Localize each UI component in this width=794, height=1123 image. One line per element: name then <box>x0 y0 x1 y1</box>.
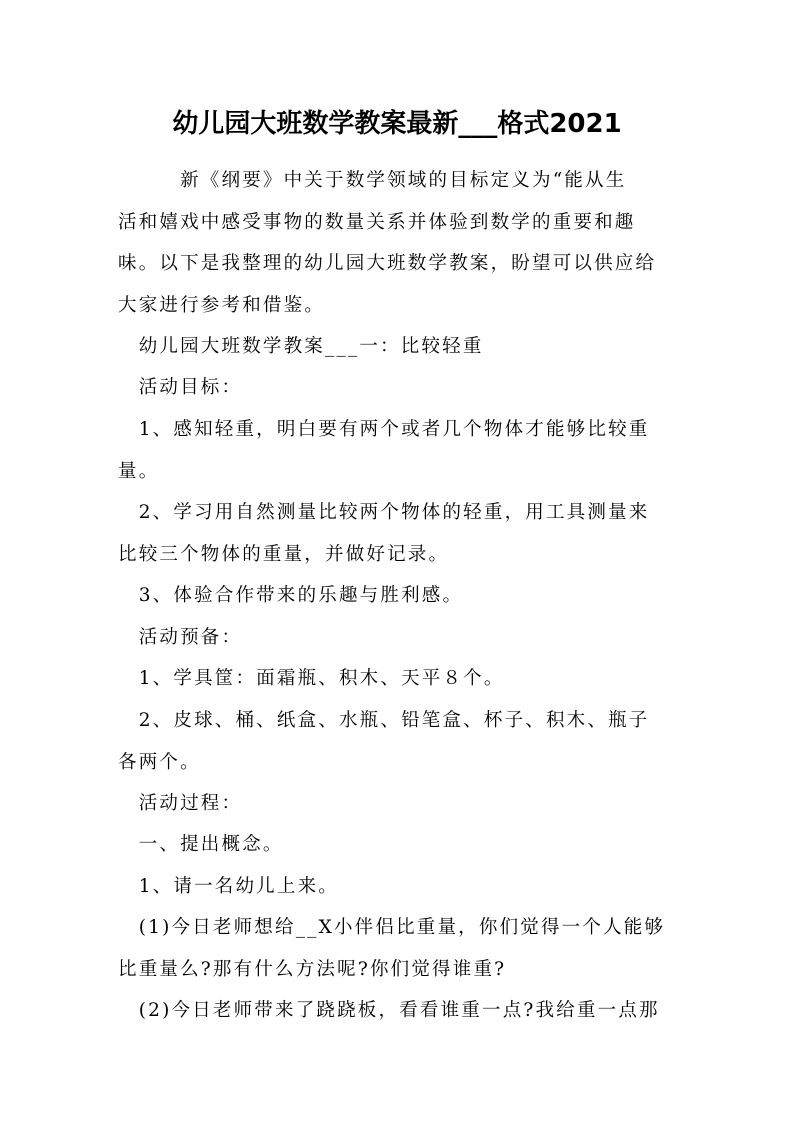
heading-activity-goals <box>118 367 678 409</box>
document-title: 幼儿园大班数学教案最新___格式2021 <box>172 109 622 139</box>
text-line: 味。以下是我整理的幼儿园大班数学教案，盼望可以供应给 <box>118 253 657 274</box>
process-step-1 <box>118 824 678 866</box>
goal-item-3 <box>118 575 678 617</box>
heading-activity-preparation <box>118 617 678 659</box>
text-line: 幼儿园大班数学教案___一：比较轻重 <box>118 336 484 357</box>
text-line: 活动目标： <box>118 377 243 398</box>
text-line: 大家进行参考和借鉴。 <box>118 294 326 316</box>
text-line: 一、提出概念。 <box>118 834 284 855</box>
text-line: 活和嬉戏中感受事物的数量关系并体验到数学的重要和趣 <box>118 211 636 233</box>
text-line: 比重量么?那有什么方法呢?你们觉得谁重? <box>118 958 507 980</box>
text-line: 2、皮球、桶、纸盒、水瓶、铅笔盒、杯子、积木、瓶子 <box>118 710 650 731</box>
process-detail-2 <box>118 990 678 1032</box>
text-line: 1、请一名幼儿上来。 <box>118 876 339 897</box>
goal-item-1 <box>118 409 678 492</box>
text-line: 活动过程： <box>118 793 243 814</box>
text-line: 3、体验合作带来的乐趣与胜利感。 <box>118 585 464 606</box>
text-line: (1)今日老师想给__X小伴侣比重量，你们觉得一个人能够 <box>118 917 666 938</box>
text-line: (2)今日老师带来了跷跷板，看看谁重一点?我给重一点那 <box>118 1000 660 1021</box>
text-line: 1、感知轻重，明白要有两个或者几个物体才能够比较重 <box>118 419 650 440</box>
heading-activity-process <box>118 783 678 825</box>
process-detail-1 <box>118 907 678 990</box>
text-line: 活动预备： <box>118 627 243 648</box>
text-line: 新《纲要》中关于数学领域的目标定义为“能从生 <box>118 170 627 191</box>
text-line: 各两个。 <box>118 751 201 773</box>
preparation-item-1 <box>118 658 678 700</box>
text-line: 比较三个物体的重量，并做好记录。 <box>118 543 450 565</box>
paragraph-intro <box>118 160 678 326</box>
text-line: 1、学具筐：面霜瓶、积木、天平８个。 <box>118 668 505 689</box>
preparation-item-2 <box>118 700 678 783</box>
process-substep-1 <box>118 866 678 908</box>
section-heading-lesson-one <box>118 326 678 368</box>
text-line: 量。 <box>118 460 160 482</box>
goal-item-2 <box>118 492 678 575</box>
text-line: 2、学习用自然测量比较两个物体的轻重，用工具测量来 <box>118 502 650 523</box>
